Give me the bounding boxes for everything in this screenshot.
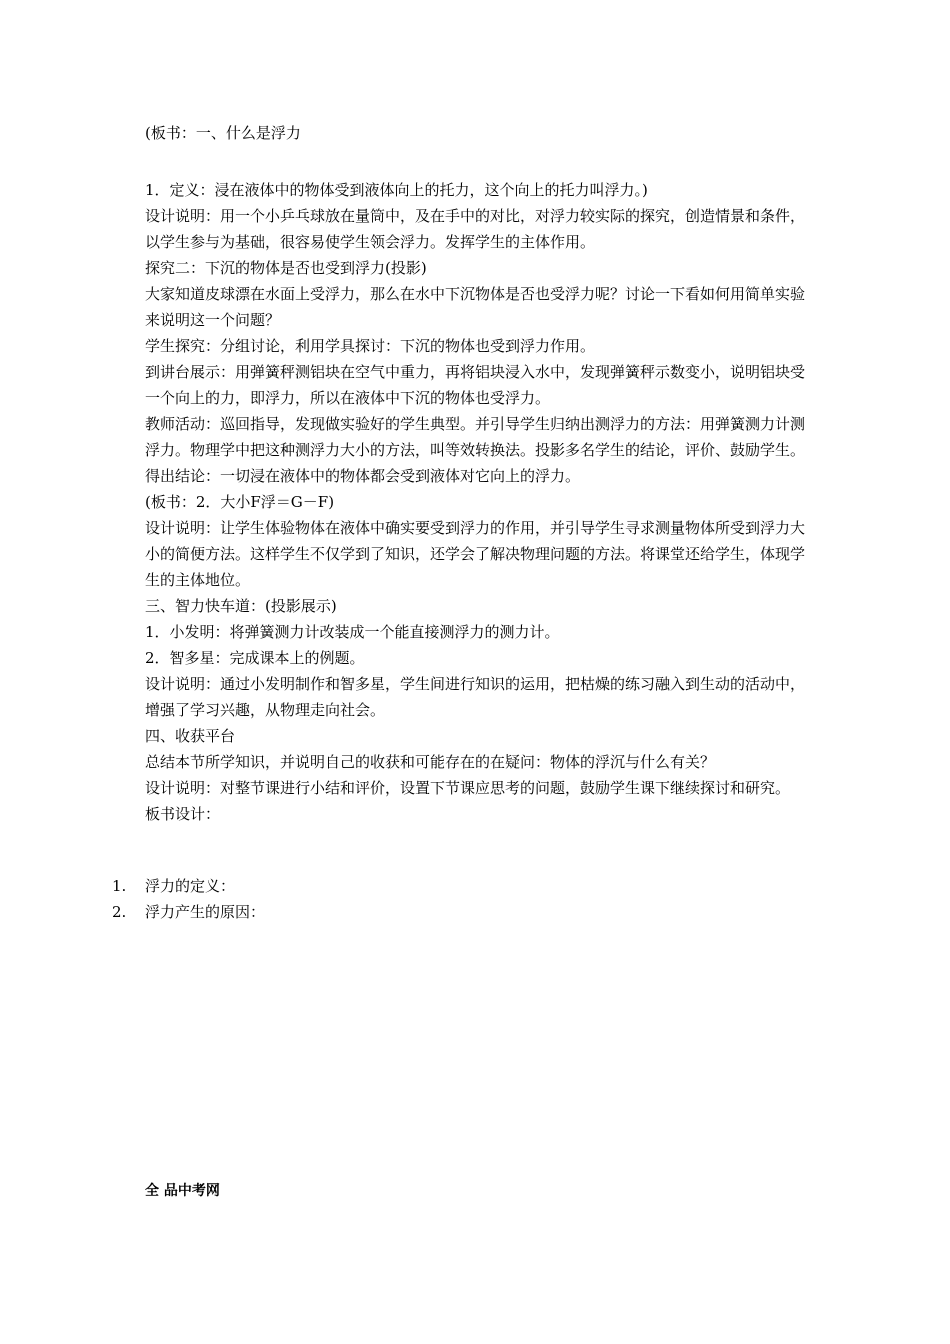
list-item <box>112 899 812 925</box>
board-design-list <box>112 873 812 925</box>
teacher-activity-paragraph: 教师活动：巡回指导，发现做实验好的学生典型。并引导学生归纳出测浮力的方法：用弹簧测力计测浮力。物理学中把这种测浮力大小的方法，叫等效转换法。投影多名学生的结论，评价、鼓励学生。 <box>145 415 806 459</box>
smart-star-paragraph: 2．智多星：完成课本上的例题。 <box>145 649 365 667</box>
design-note-paragraph: 设计说明：让学生体验物体在液体中确实要受到浮力的作用，并引导学生寻求测量物体所受到浮力大小的简便方法。这样学生不仅学到了知识，还学会了解决物理问题的方法。将课堂还给学生，体现学生的主体地位。 <box>145 519 806 589</box>
summary-paragraph: 总结本节所学知识，并说明自己的收获和可能存在的在疑问：物体的浮沉与什么有关？ <box>145 753 716 771</box>
list-number: 1. <box>112 877 127 895</box>
question-paragraph: 大家知道皮球漂在水面上受浮力，那么在水中下沉物体是否也受浮力呢？讨论一下看如何用简单实验来说明这一个问题？ <box>145 285 806 329</box>
podium-demo-paragraph: 到讲台展示：用弹簧秤测铝块在空气中重力，再将铝块浸入水中，发现弹簧秤示数变小，说明铝块受一个向上的力，即浮力，所以在液体中下沉的物体也受浮力。 <box>145 363 806 407</box>
conclusion-paragraph: 得出结论：一切浸在液体中的物体都会受到液体对它向上的浮力。 <box>145 467 581 485</box>
list-text: 浮力产生的原因： <box>145 903 266 921</box>
design-note-paragraph: 设计说明：通过小发明制作和智多星，学生间进行知识的运用，把枯燥的练习融入到生动的活动中，增强了学习兴趣，从物理走向社会。 <box>145 675 806 719</box>
student-inquiry-paragraph: 学生探究：分组讨论，利用学具探讨：下沉的物体也受到浮力作用。 <box>145 337 596 355</box>
footer-brand: 全 品中考网 <box>145 1183 220 1199</box>
board-formula-paragraph: (板书：2．大小F浮＝G－F) <box>145 493 335 511</box>
section-three-heading: 三、智力快车道：(投影展示) <box>145 597 337 615</box>
board-design-heading: 板书设计： <box>145 805 221 823</box>
list-number: 2. <box>112 903 127 921</box>
definition-paragraph: 1．定义：浸在液体中的物体受到液体向上的托力，这个向上的托力叫浮力。) <box>145 181 648 199</box>
list-text: 浮力的定义： <box>145 877 236 895</box>
design-note-paragraph: 设计说明：用一个小乒乓球放在量筒中，及在手中的对比，对浮力较实际的探究，创造情景和条件，以学生参与为基础，很容易使学生领会浮力。发挥学生的主体作用。 <box>145 207 806 251</box>
lesson-body <box>145 177 810 827</box>
board-heading: (板书：一、什么是浮力 <box>145 124 301 142</box>
design-note-paragraph: 设计说明：对整节课进行小结和评价，设置下节课应思考的问题，鼓励学生课下继续探讨和研究。 <box>145 779 791 797</box>
inquiry-two-heading: 探究二：下沉的物体是否也受到浮力(投影) <box>145 259 427 277</box>
invention-paragraph: 1．小发明：将弹簧测力计改装成一个能直接测浮力的测力计。 <box>145 623 560 641</box>
list-item <box>112 873 812 899</box>
section-four-heading: 四、收获平台 <box>145 727 236 745</box>
